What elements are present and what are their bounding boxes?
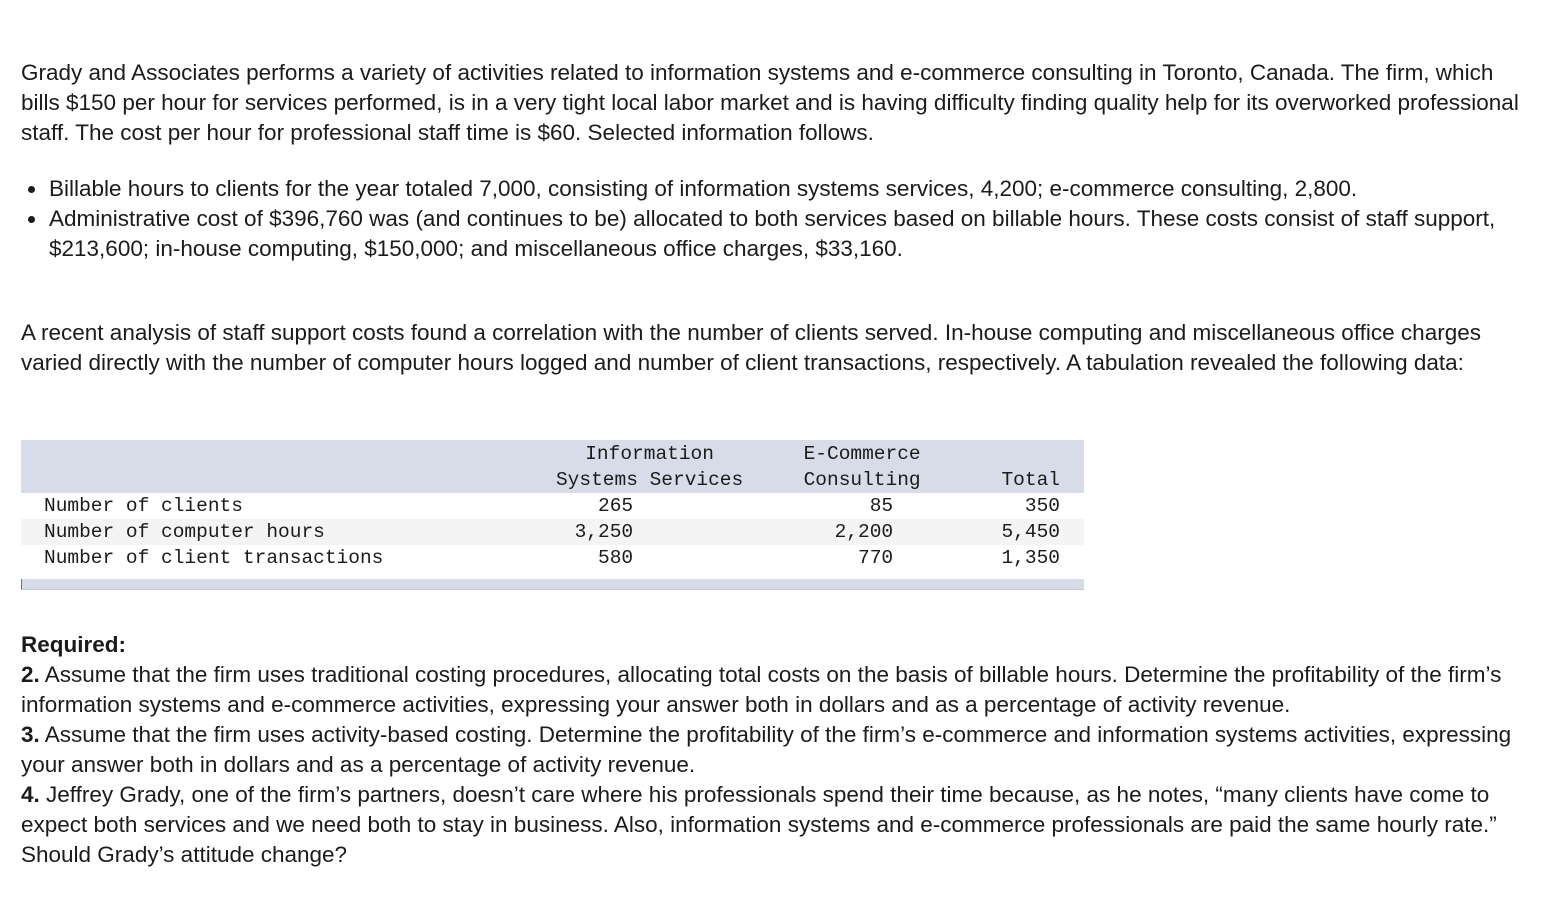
item-number: 4. <box>21 782 40 807</box>
required-section <box>21 630 1536 870</box>
row-label: Number of client transactions <box>44 547 384 569</box>
row-label: Number of clients <box>44 495 243 517</box>
cell-total: 1,350 <box>1001 547 1060 569</box>
intro-paragraph: Grady and Associates performs a variety of activities related to information systems and e-commerce consulting in Toronto, Canada. The firm, which bills $150 per hour for services performed, is in a very tight local labor market and is having difficulty finding quality help for its overworked professional staff. The cost per hour for professional staff time is $60. Selected information follows. <box>21 60 1519 145</box>
item-number: 2. <box>21 662 40 687</box>
header-ec-line1: E-Commerce <box>803 443 921 465</box>
item-number: 3. <box>21 722 40 747</box>
cell-total: 350 <box>1024 495 1060 517</box>
header-information-systems <box>522 440 777 493</box>
table-row <box>21 545 1084 571</box>
table-footer-bar <box>21 579 1084 590</box>
item-text: Assume that the firm uses activity-based costing. Determine the profitability of the firm’s e-commerce and information systems activities, expressing your answer both in dollars and as a percentage of activity revenue. <box>21 722 1512 777</box>
cell-e-commerce: 85 <box>869 495 894 517</box>
header-is-line1: Information <box>585 443 714 465</box>
required-heading: Required: <box>21 632 127 657</box>
required-item-4 <box>21 780 1536 870</box>
item-text: Assume that the firm uses traditional costing procedures, allocating total costs on the basis of billable hours. Determine the profitability of the firm’s information systems and e-commerce activities, expressing your answer both in dollars and as a percentage of activity revenue. <box>21 662 1502 717</box>
list-item: Billable hours to clients for the year totaled 7,000, consisting of information systems services, 4,200; e-commerce consulting, 2,800. <box>49 174 1536 204</box>
row-label: Number of computer hours <box>21 519 522 545</box>
header-label-cell <box>21 440 522 493</box>
table-header-row <box>21 440 1084 493</box>
header-total: Total <box>1001 469 1060 491</box>
header-is-line2: Systems Services <box>555 469 744 491</box>
cell-information-systems: 265 <box>598 495 634 517</box>
data-table <box>21 440 1084 571</box>
cell-information-systems: 3,250 <box>522 519 777 545</box>
header-e-commerce <box>777 440 947 493</box>
header-ec-line2: Consulting <box>803 469 921 491</box>
problem-text <box>21 58 1536 378</box>
item-text: Jeffrey Grady, one of the firm’s partners, doesn’t care where his professionals spend their time because, as he notes, “many clients have come to expect both services and we need both to stay in business. Also, information systems and e-commerce professionals are paid the same hourly rate.” Should Grady’s attitude change? <box>21 782 1497 867</box>
cell-e-commerce: 2,200 <box>777 519 947 545</box>
cell-total: 5,450 <box>947 519 1084 545</box>
list-item: Administrative cost of $396,760 was (and continues to be) allocated to both services based on billable hours. These costs consist of staff support, $213,600; in-house computing, $150,000; and miscellaneous office charges, $33,160. <box>49 204 1536 264</box>
data-table-container <box>21 440 1084 590</box>
table-row <box>21 519 1084 545</box>
cell-information-systems: 580 <box>598 547 634 569</box>
analysis-paragraph: A recent analysis of staff support costs found a correlation with the number of clients served. In-house computing and miscellaneous office charges varied directly with the number of computer hours logged and number of client transactions, respectively. A tabulation revealed the following data: <box>21 320 1481 375</box>
table-row <box>21 493 1084 519</box>
facts-list <box>21 174 1536 264</box>
required-item-3 <box>21 720 1536 780</box>
required-item-2 <box>21 660 1536 720</box>
cell-e-commerce: 770 <box>858 547 894 569</box>
